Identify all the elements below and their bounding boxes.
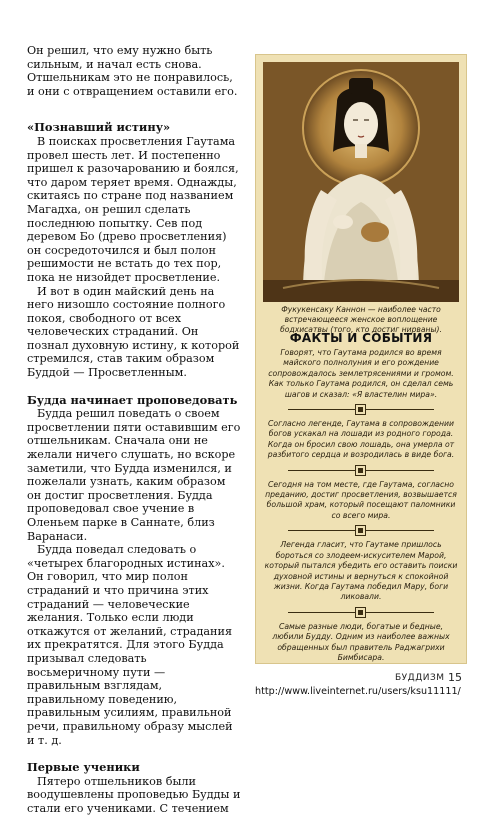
statue-illustration (263, 62, 459, 302)
paragraph: Будда решил поведать о своем просветлении пяти оставившим его отшельникам. Сначала они не желали ничего слушать, но вскоре заметили, что Будда изменился, и пожелали узнать, каким образом он достиг просветления. Будда проповедовал свое учение в Оленьем парке в Саннате, близ Варанаси. (27, 407, 241, 543)
image-caption: Фукукенсаку Каннон — наиболее часто встречающееся женское воплощение бодхисатвы (того, кто достиг нирваны). (280, 305, 442, 334)
running-footer-section: БУДДИЗМ (395, 673, 445, 683)
paragraph: И вот в один майский день на него низошло состояние полного покоя, свободного от всех человеческих страданий. Он познал духовную истину, к которой стремился, став таким образом Буддой — Просветленным. (27, 284, 240, 380)
watermark-url: http://www.liveinternet.ru/users/ksu11111/ (255, 686, 461, 697)
fact-item: Сегодня на том месте, где Гаутама, согласно преданию, достиг просветления, возвышается большой храм, который посещают паломники со всего мира. (265, 479, 457, 520)
paragraph: В поисках просветления Гаутама провел шесть лет. И постепенно пришел к разочарованию и боялся, что даром теряет время. Однажды, скитаясь по стране под названием Магадха, он решил сделать последнюю попытку. Сев под деревом Бо (древо просветления) он сосредоточился и был полон решимости не встать до тех пор, пока не низойдет просветление. (27, 134, 239, 284)
page-number: 15 (448, 671, 462, 684)
kannon-statue-image (263, 62, 459, 302)
paragraph: Будда поведал следовать о «четырех благородных истинах». Он говорил, что мир полон страданий и что причина этих страданий — человеческие желания. Только если люди откажутся от желаний, страдания их прекратятся. Для этого Будда призывал следовать восьмеричному пути — правильным взглядам, правильному поведению, правильным усилиям, правильной речи, правильному образу мыслей и т. д. (27, 543, 233, 747)
divider-ornament (264, 464, 458, 476)
paragraph: Пятеро отшельников были воодушевлены проповедью Будды и стали его учениками. С течением (27, 774, 241, 815)
section-heading: Первые ученики (27, 760, 140, 775)
fact-item: Говорят, что Гаутама родился во время майского полнолуния и его рождение сопровождалось землетрясениями и громом. Как только Гаутама родился, он сделал семь шагов и сказал: «Я властелин мира». (268, 348, 454, 399)
facts-list (264, 348, 458, 663)
section-heading: Будда начинает проповедовать (27, 392, 238, 407)
fact-item: Самые разные люди, богатые и бедные, любили Будду. Одним из наиболее важных обращенных был правитель Раджагрихи Бимбисара. (272, 621, 450, 662)
facts-sidebar (255, 54, 467, 664)
divider-ornament (264, 403, 458, 415)
fact-item: Согласно легенде, Гаутама в сопровождении богов ускакал на лошади из родного города. Когда он бросил свою лошадь, она умерла от разбитого сердца и возродилась в виде бога. (267, 419, 455, 460)
divider-ornament (264, 606, 458, 618)
section-heading: «Познавший истину» (27, 120, 171, 135)
facts-title: ФАКТЫ И СОБЫТИЯ (289, 331, 433, 345)
fact-item: Легенда гласит, что Гаутаме пришлось бороться со злодеем-искусителем Марой, который пытался убедить его оставить поиски духовной истины и вернуться к спокойной жизни. Когда Гаутама победил Мару, боги ликовали. (264, 540, 458, 602)
divider-ornament (264, 524, 458, 536)
main-text-column (27, 44, 242, 815)
paragraph: Он решил, что ему нужно быть сильным, и начал есть снова. Отшельникам это не понравилось, и они с отвращением оставили его. (27, 44, 238, 98)
